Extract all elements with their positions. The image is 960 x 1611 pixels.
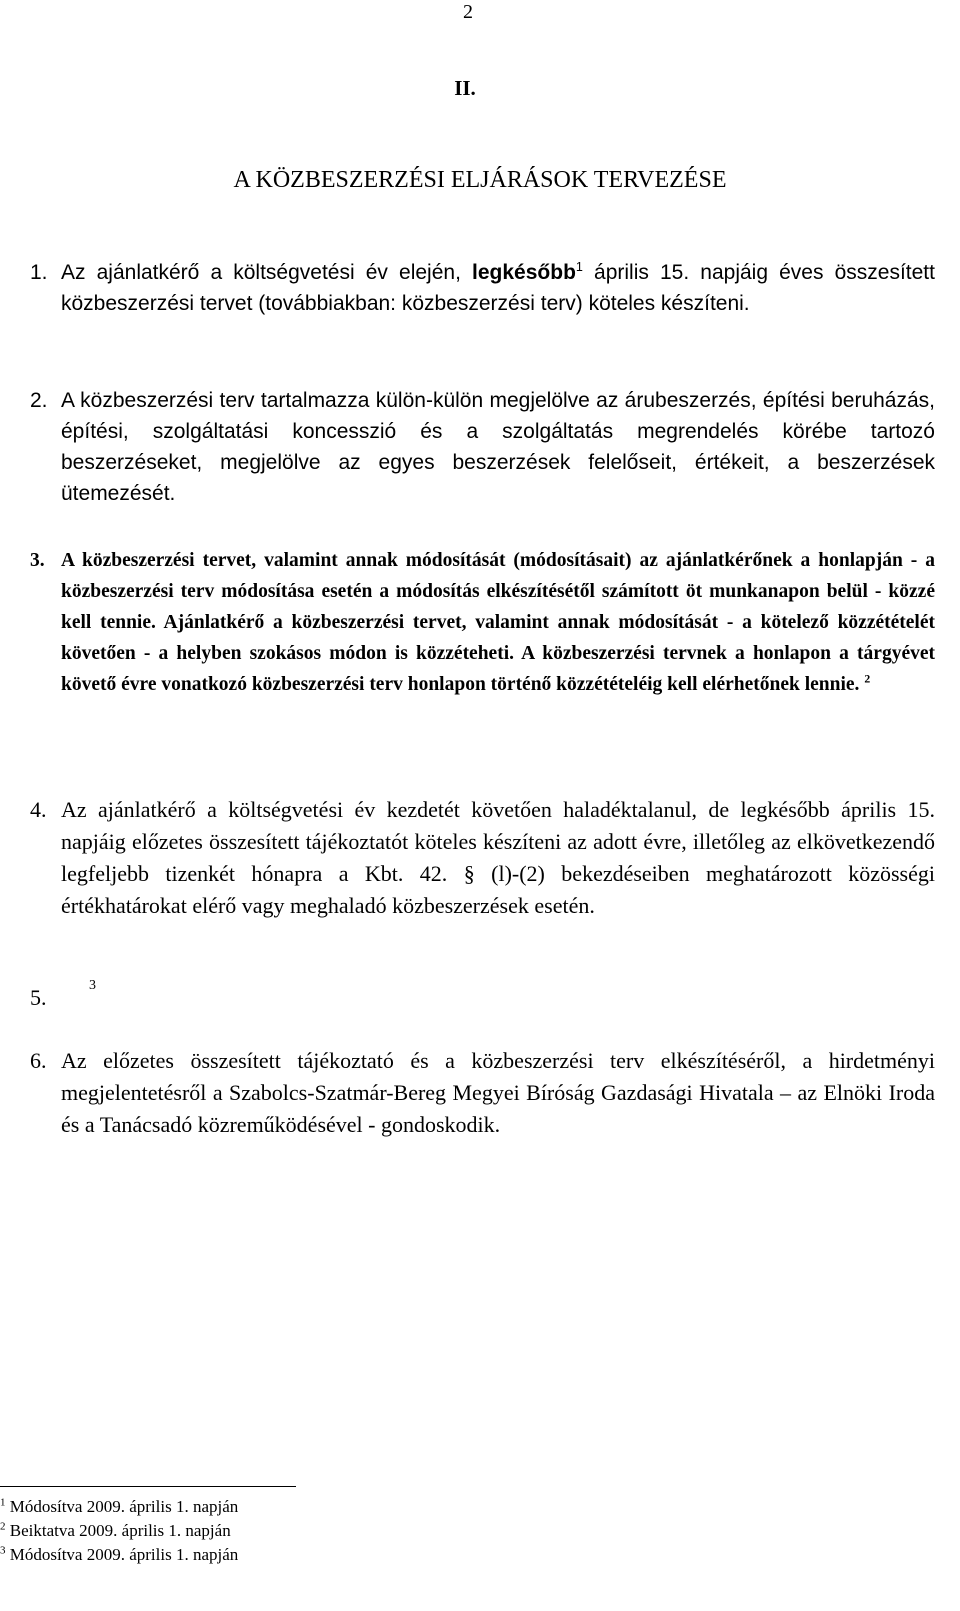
item-text-part-a: Az ajánlatkérő a költségvetési év elején, xyxy=(61,261,461,284)
list-item-4 xyxy=(30,794,935,922)
section-title: A KÖZBESZERZÉSI ELJÁRÁSOK TERVEZÉSE xyxy=(233,167,727,193)
footnote-2 xyxy=(0,1519,238,1543)
footnote-number: 1 xyxy=(0,1496,6,1509)
footnote-text: Módosítva 2009. április 1. napján xyxy=(9,1497,239,1516)
footnote-text: Módosítva 2009. április 1. napján xyxy=(9,1545,239,1564)
item-number: 5. xyxy=(30,985,47,1010)
item-text-body: A közbeszerzési tervet, valamint annak módosítását (módosításait) az ajánlatkérőnek a honlapján - a közbeszerzési terv módosítása esetén a módosítás elkészítésétől számított öt munkanapon belül - közzé kell tennie. Ajánlatkérő a közbeszerzési tervet, valamint annak módosítását - a kötelező közzétételét követően - a helyben szokásos módon is közzéteheti. A közbeszerzési tervnek a honlapon a tárgyévet követő évre vonatkozó közbeszerzési terv honlapon történő közzétételéig kell elérhetőnek lennie. xyxy=(61,550,935,695)
item-text-bold: legkésőbb xyxy=(472,261,576,284)
footnotes xyxy=(0,1495,238,1567)
list-item-3 xyxy=(30,545,935,700)
item-number: 6. xyxy=(30,1048,47,1073)
footnote-separator xyxy=(0,1486,296,1487)
section-number: II. xyxy=(454,76,476,100)
list-item-1 xyxy=(30,257,935,319)
item-text xyxy=(61,257,935,319)
list-item-2 xyxy=(30,385,935,509)
item-text: Az előzetes összesített tájékoztató és a közbeszerzési terv elkészítéséről, a hirdetményi megjelentetésről a Szabolcs-Szatmár-Bereg Megyei Bíróság Gazdasági Hivatala – az Elnöki Iroda és a Tanácsadó közreműködésével - gondoskodik. xyxy=(61,1048,935,1137)
footnote-1 xyxy=(0,1495,238,1519)
footnote-ref-1: 1 xyxy=(575,260,583,274)
list-item-6 xyxy=(30,1045,935,1141)
item-text-part-b: április 15. napjáig éves összesített közbeszerzési tervet (továbbiakban: közbeszerzési terv) köteles készíteni. xyxy=(61,261,935,315)
footnote-number: 2 xyxy=(0,1520,6,1533)
item-number: 4. xyxy=(30,797,47,822)
footnote-number: 3 xyxy=(0,1544,6,1557)
footnote-3 xyxy=(0,1543,238,1567)
item-text: Az ajánlatkérő a költségvetési év kezdetét követően haladéktalanul, de legkésőbb április 15. napjáig előzetes összesített tájékoztatót köteles készíteni az adott évre, illetőleg az elkövetkezendő legfeljebb tizenkét hónapra a Kbt. 42. § (l)-(2) bekezdéseiben meghatározott közösségi értékhatárokat elérő vagy meghaladó közbeszerzések esetén. xyxy=(61,797,935,918)
item-number: 1. xyxy=(30,261,48,284)
footnote-text: Beiktatva 2009. április 1. napján xyxy=(9,1521,231,1540)
footnote-ref-3: 3 xyxy=(89,978,96,993)
page-number: 2 xyxy=(463,1,473,23)
item-number: 2. xyxy=(30,389,48,412)
footnote-ref-2: 2 xyxy=(864,672,871,686)
item-text: A közbeszerzési terv tartalmazza külön-külön megjelölve az árubeszerzés, építési beruházás, építési, szolgáltatási koncesszió és a szolgáltatás megrendelés körébe tartozó beszerzéseket, megjelölve az egyes beszerzések felelőseit, értékeit, a beszerzések ütemezését. xyxy=(61,389,935,505)
item-number: 3. xyxy=(30,550,45,571)
item-text xyxy=(61,545,935,700)
